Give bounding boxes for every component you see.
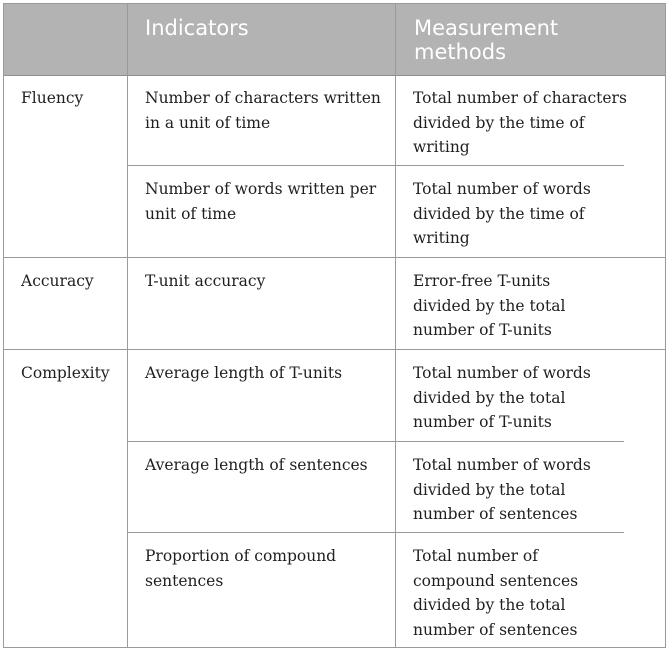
column-divider — [127, 4, 128, 647]
indicator-cell: Number of characters written in a unit of time — [145, 89, 381, 132]
method-cell: Total number of words divided by the total number of T-units — [413, 364, 591, 431]
indicator-cell: Number of words written per unit of time — [145, 180, 377, 223]
data-table — [3, 3, 666, 648]
method-cell: Total number of characters divided by the time of writing — [413, 89, 627, 156]
method-cell: Total number of words divided by the total number of sentences — [413, 456, 591, 523]
method-cell: Total number of compound sentences divided by the total number of sentences — [413, 547, 579, 639]
indicator-cell: T-unit accuracy — [145, 272, 266, 290]
method-cell: Error-free T-units divided by the total number of T-units — [413, 272, 566, 339]
group-divider — [4, 257, 665, 258]
method-cell: Total number of words divided by the time of writing — [413, 180, 591, 247]
category-fluency: Fluency — [21, 89, 84, 107]
header-indicators: Indicators — [145, 16, 249, 40]
indicator-cell: Proportion of compound sentences — [145, 547, 337, 590]
category-complexity: Complexity — [21, 364, 110, 382]
column-divider — [395, 4, 396, 647]
row-divider — [128, 532, 624, 533]
row-divider — [128, 441, 624, 442]
row-divider — [128, 165, 624, 166]
group-divider — [4, 349, 665, 350]
indicator-cell: Average length of sentences — [145, 456, 368, 474]
header-measurement-methods: Measurement methods — [414, 16, 559, 64]
indicator-cell: Average length of T-units — [145, 364, 343, 382]
category-accuracy: Accuracy — [21, 272, 94, 290]
